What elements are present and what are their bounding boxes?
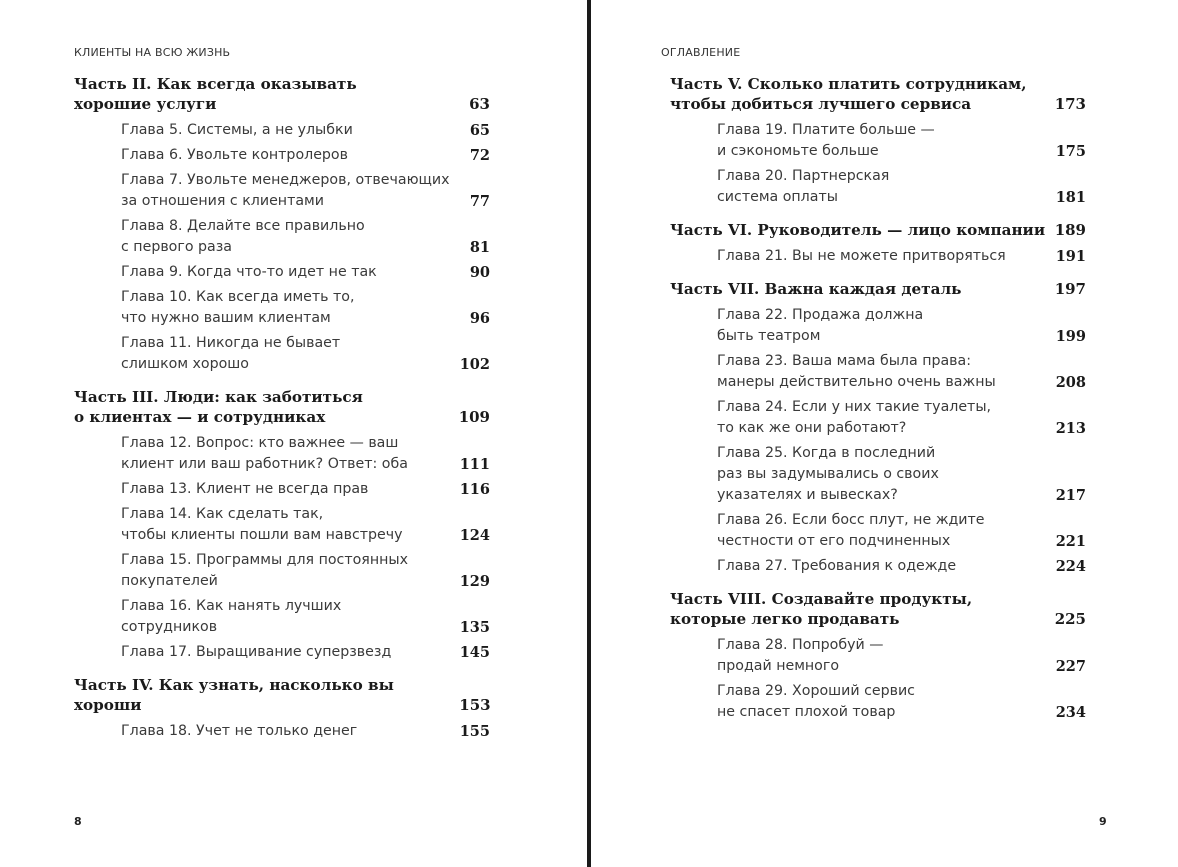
chapter-title: Глава 18. Учет не только денег <box>121 723 358 739</box>
chapter-page-number: 145 <box>459 644 490 661</box>
toc-chapter[interactable] <box>74 433 490 475</box>
chapter-title: Глава 17. Выращивание суперзвезд <box>121 644 392 660</box>
toc-chapter[interactable] <box>670 305 1086 347</box>
toc-chapter[interactable] <box>74 550 490 592</box>
toc-chapter[interactable] <box>670 635 1086 677</box>
toc-chapter[interactable] <box>74 287 490 329</box>
chapter-page-number: 65 <box>469 122 490 139</box>
toc-part[interactable] <box>670 589 1086 635</box>
chapter-page-number: 90 <box>469 264 490 281</box>
toc-chapter[interactable] <box>74 596 490 638</box>
chapter-title: Глава 23. Ваша мама была права: манеры действительно очень важны <box>717 353 996 390</box>
chapter-page-number: 135 <box>459 619 490 636</box>
chapter-title: Глава 8. Делайте все правильно с первого раза <box>121 218 365 255</box>
toc-chapter[interactable] <box>74 479 490 500</box>
toc-chapter[interactable] <box>670 166 1086 208</box>
chapter-title: Глава 14. Как сделать так, чтобы клиенты пошли вам навстречу <box>121 506 403 543</box>
chapter-title: Глава 19. Платите больше — и сэкономьте больше <box>717 122 935 159</box>
chapter-page-number: 81 <box>469 239 490 256</box>
right-page <box>591 0 1178 867</box>
chapter-title: Глава 5. Системы, а не улыбки <box>121 122 353 138</box>
chapter-title: Глава 9. Когда что-то идет не так <box>121 264 377 280</box>
chapter-title: Глава 15. Программы для постоянных покупателей <box>121 552 408 589</box>
chapter-title: Глава 13. Клиент не всегда прав <box>121 481 369 497</box>
chapter-page-number: 234 <box>1055 704 1086 721</box>
chapter-page-number: 77 <box>469 193 490 210</box>
toc-chapter[interactable] <box>670 443 1086 506</box>
chapter-page-number: 217 <box>1055 487 1086 504</box>
page-number-left: 8 <box>74 815 82 828</box>
part-page-number: 189 <box>1054 221 1086 239</box>
toc-part[interactable] <box>670 74 1086 120</box>
toc-part[interactable] <box>670 220 1086 246</box>
part-page-number: 225 <box>1054 610 1086 628</box>
part-page-number: 173 <box>1054 95 1086 113</box>
part-title: Часть IV. Как узнать, насколько вы хороши <box>74 676 394 714</box>
chapter-title: Глава 21. Вы не можете притворяться <box>717 248 1006 264</box>
chapter-title: Глава 22. Продажа должна быть театром <box>717 307 924 344</box>
chapter-page-number: 129 <box>459 573 490 590</box>
part-title: Часть VIII. Создавайте продукты, которые легко продавать <box>670 590 973 628</box>
toc-chapter[interactable] <box>670 397 1086 439</box>
chapter-page-number: 111 <box>459 456 490 473</box>
toc-chapter[interactable] <box>74 120 490 141</box>
chapter-page-number: 191 <box>1055 248 1086 265</box>
toc-part[interactable] <box>74 675 490 721</box>
chapter-page-number: 199 <box>1055 328 1086 345</box>
chapter-page-number: 227 <box>1055 658 1086 675</box>
chapter-title: Глава 29. Хороший сервис не спасет плохой товар <box>717 683 915 720</box>
part-page-number: 109 <box>458 408 490 426</box>
chapter-title: Глава 26. Если босс плут, не ждите честности от его подчиненных <box>717 512 985 549</box>
chapter-title: Глава 25. Когда в последний раз вы задумывались о своих указателях и вывесках? <box>717 445 939 503</box>
chapter-title: Глава 24. Если у них такие туалеты, то как же они работают? <box>717 399 992 436</box>
chapter-title: Глава 12. Вопрос: кто важнее — ваш клиент или ваш работник? Ответ: оба <box>121 435 408 472</box>
toc-chapter[interactable] <box>74 145 490 166</box>
toc-chapter[interactable] <box>670 681 1086 723</box>
chapter-page-number: 181 <box>1055 189 1086 206</box>
toc-chapter[interactable] <box>74 642 490 663</box>
chapter-page-number: 224 <box>1055 558 1086 575</box>
part-title: Часть VI. Руководитель — лицо компании <box>670 221 1046 239</box>
part-title: Часть V. Сколько платить сотрудникам, чтобы добиться лучшего сервиса <box>670 75 1027 113</box>
toc-left <box>74 74 490 746</box>
chapter-page-number: 116 <box>459 481 490 498</box>
page-number-right: 9 <box>1099 815 1107 828</box>
part-page-number: 197 <box>1054 280 1086 298</box>
chapter-page-number: 72 <box>469 147 490 164</box>
chapter-title: Глава 27. Требования к одежде <box>717 558 957 574</box>
part-title: Часть VII. Важна каждая деталь <box>670 280 962 298</box>
part-page-number: 153 <box>459 696 491 714</box>
chapter-title: Глава 6. Увольте контролеров <box>121 147 348 163</box>
chapter-title: Глава 11. Никогда не бывает слишком хорошо <box>121 335 341 372</box>
running-head-left: КЛИЕНТЫ НА ВСЮ ЖИЗНЬ <box>74 46 231 59</box>
running-head-right: ОГЛАВЛЕНИЕ <box>661 46 741 59</box>
chapter-page-number: 175 <box>1055 143 1086 160</box>
chapter-title: Глава 20. Партнерская система оплаты <box>717 168 890 205</box>
toc-part[interactable] <box>74 387 490 433</box>
toc-chapter[interactable] <box>670 556 1086 577</box>
chapter-page-number: 221 <box>1055 533 1086 550</box>
chapter-title: Глава 10. Как всегда иметь то, что нужно вашим клиентам <box>121 289 355 326</box>
toc-chapter[interactable] <box>74 721 490 742</box>
part-title: Часть III. Люди: как заботиться о клиентах — и сотрудниках <box>74 388 363 426</box>
chapter-page-number: 96 <box>469 310 490 327</box>
toc-part[interactable] <box>74 74 490 120</box>
chapter-title: Глава 16. Как нанять лучших сотрудников <box>121 598 342 635</box>
chapter-page-number: 213 <box>1055 420 1086 437</box>
part-page-number: 63 <box>469 95 490 113</box>
toc-chapter[interactable] <box>74 262 490 283</box>
toc-chapter[interactable] <box>670 246 1086 267</box>
toc-chapter[interactable] <box>670 510 1086 552</box>
toc-chapter[interactable] <box>670 120 1086 162</box>
part-title: Часть II. Как всегда оказывать хорошие услуги <box>74 75 357 113</box>
toc-right <box>670 74 1086 727</box>
toc-chapter[interactable] <box>670 351 1086 393</box>
chapter-page-number: 102 <box>459 356 490 373</box>
toc-chapter[interactable] <box>74 216 490 258</box>
toc-chapter[interactable] <box>74 504 490 546</box>
left-page <box>0 0 588 867</box>
toc-chapter[interactable] <box>74 170 490 212</box>
chapter-page-number: 155 <box>459 723 490 740</box>
toc-chapter[interactable] <box>74 333 490 375</box>
chapter-title: Глава 7. Увольте менеджеров, отвечающих за отношения с клиентами <box>121 172 450 209</box>
toc-part[interactable] <box>670 279 1086 305</box>
chapter-page-number: 208 <box>1055 374 1086 391</box>
chapter-title: Глава 28. Попробуй — продай немного <box>717 637 884 674</box>
chapter-page-number: 124 <box>459 527 490 544</box>
